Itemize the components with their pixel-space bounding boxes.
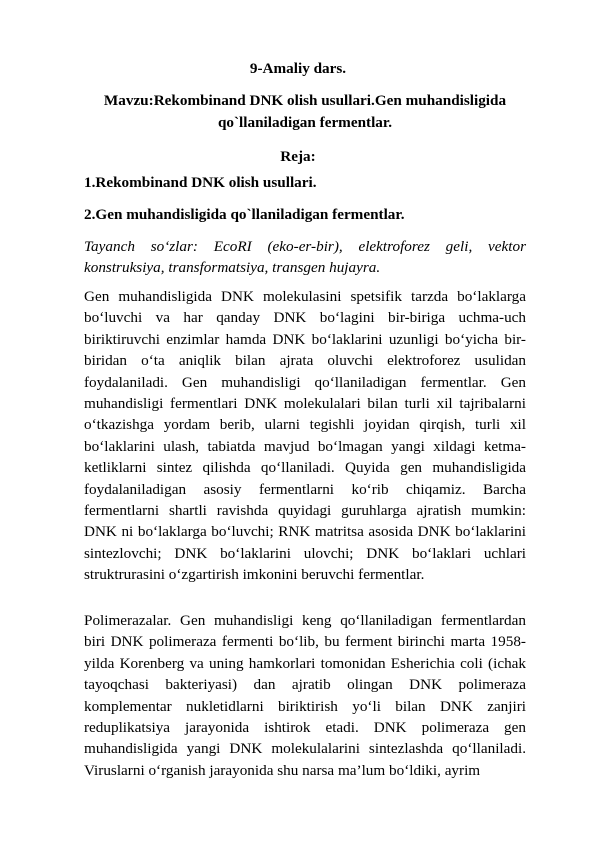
plan-item: 1.Rekombinand DNK olish usullari. [84,174,317,191]
topic-heading: Mavzu:Rekombinand DNK olish usullari.Gen muhandisligida qo`llaniladigan fermentlar. [103,92,507,131]
plan-heading: Reja: [280,148,316,165]
plan-item: 2.Gen muhandisligida qo`llaniladigan fermentlar. [84,206,405,223]
body-paragraph: Gen muhandisligida DNK molekulasini spetsifik tarzda bo‘laklarga bo‘luvchi va har qanday DNK bo‘lagini bir-biriga uchma-uch biriktiruvchi enzimlar hamda DNK bo‘laklarini uzunligi bo‘yicha bir-biridan o‘ta aniqlik bilan ajrata oluvchi elektroforez usulidan foydalaniladi. Gen muhandisligi qo‘llaniladigan fermentlar. Gen muhandisligi fermentlari DNK molekulalari bilan turli xil tajribalarni o‘tkazishga yordam berib, ularni tegishli joyidan qirqish, turli xil bo‘laklarini ulash, tabiatda mavjud bo‘lmagan yangi xildagi ketma-ketliklarni sintez qilishda qo‘llaniladi. Quyida gen muhandisligida foydalaniladigan asosiy fermentlarni ko‘rib chiqamiz. Barcha fermentlarni shartli ravishda quyidagi guruhlarga ajratish mumkin: DNK ni bo‘laklarga bo‘luvchi; RNK matritsa asosida DNK bo‘laklarini sintezlovchi; DNK bo‘laklarini ulovchi; DNK bo‘laklari uchlari struktrurasini o‘zgartirish imkonini beruvchi fermentlar. [84,288,526,584]
body-paragraph: Polimerazalar. Gen muhandisligi keng qo‘llaniladigan fermentlardan biri DNK polimeraza fermenti bo‘lib, bu ferment birinchi marta 1958-yilda Korenberg va uning hamkorlari tomonidan Esherichia coli (ichak tayoqchasi bakteriyasi) dan ajratib olingan DNK polimeraza komplementar nukletidlarni biriktirish yo‘li bilan DNK zanjiri reduplikatsiya jarayonida ishtirok etadi. DNK polimeraza gen muhandisligida yangi DNK molekulalarini sintezlashda qo‘llaniladi. Viruslarni o‘rganish jarayonida shu narsa ma’lum bo‘ldiki, ayrim [84,612,526,779]
keywords-paragraph: Tayanch so‘zlar: EcoRI (eko-er-bir), elektroforez geli, vektor konstruksiya, transformatsiya, transgen hujayra. [84,238,526,277]
lesson-title: 9-Amaliy dars. [249,60,347,77]
